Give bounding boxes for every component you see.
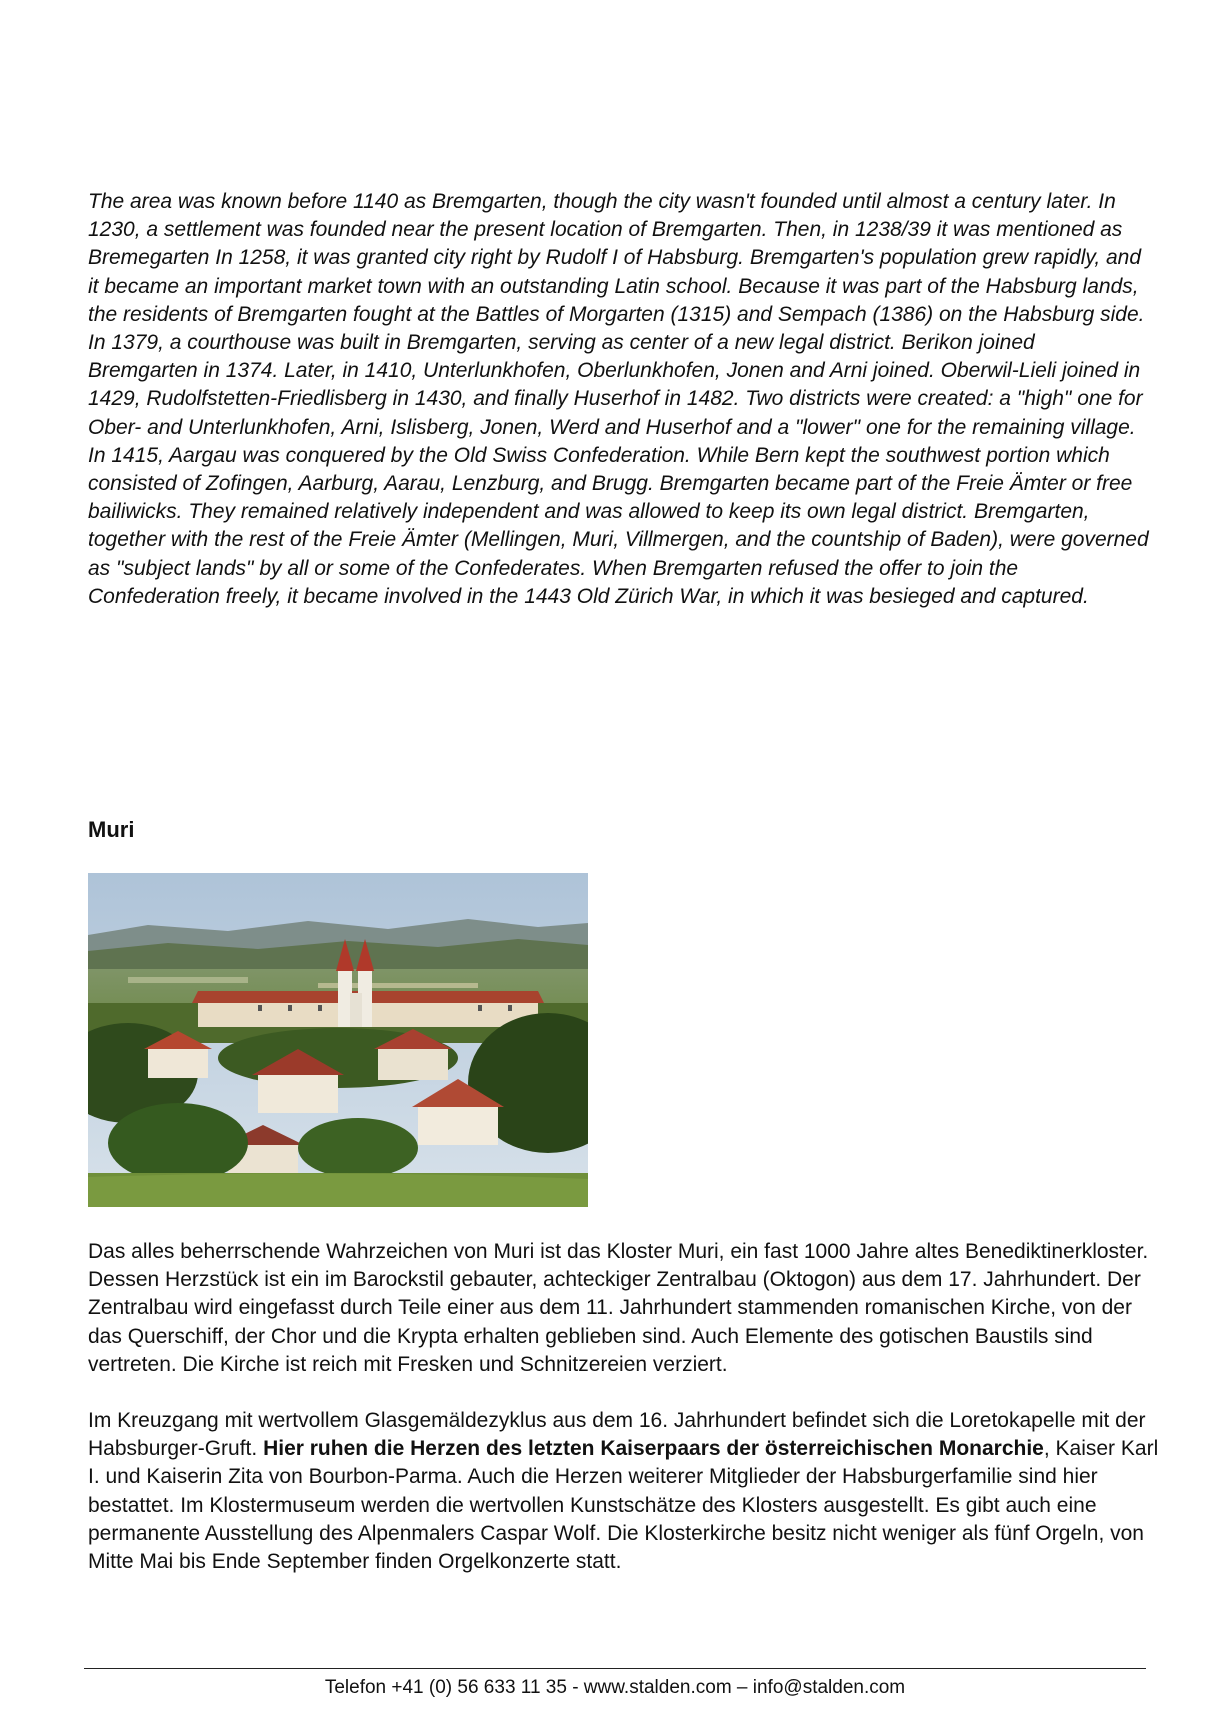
history-paragraph-1: The area was known before 1140 as Bremgarten, though the city wasn't founded until almost a century later. In 1230, a settlement was founded near the present location of Bremgarten. Then, in 1238/39 it was mentioned as Bremegarten In 1258, it was granted city right by Rudolf I of Habsburg. Bremgarten's population grew rapidly, and it became an important market town with an outstanding Latin school. Because it was part of the Habsburg lands, the residents of Bremgarten fought at the Battles of Morgarten (1315) and Sempach (1386) on the Habsburg side. bbox=[88, 190, 1145, 326]
footer-divider bbox=[84, 1668, 1146, 1669]
muri-photo bbox=[88, 873, 588, 1207]
muri-paragraph-2 bbox=[88, 1407, 1168, 1576]
muri-paragraph-1: Das alles beherrschende Wahrzeichen von Muri ist das Kloster Muri, ein fast 1000 Jahre altes Benediktinerkloster. Dessen Herzstück ist ein im Barockstil gebauter, achteckiger Zentralbau (Oktogon) aus dem 17. Jahrhundert. Der Zentralbau wird eingefasst durch Teile einer aus dem 11. Jahrhundert stammenden romanischen Kirche, von der das Querschiff, der Chor und die Krypta erhalten geblieben sind. Auch Elemente des gotischen Baustils sind vertreten. Die Kirche ist reich mit Fresken und Schnitzereien verziert. bbox=[88, 1240, 1149, 1376]
muri-paragraph-2-start: Im Kreuzgang mit wertvollem Glasgemäldezyklus aus dem 16. Jahrhundert befindet sich die Loretokapelle mit der Habsburger-Gruft. bbox=[88, 1409, 1146, 1461]
section-title-muri: Muri bbox=[88, 817, 135, 842]
muri-description bbox=[88, 1238, 1168, 1604]
footer-contact: Telefon +41 (0) 56 633 11 35 - www.stalden.com – info@stalden.com bbox=[324, 1677, 906, 1698]
muri-paragraph-2-end: , Kaiser Karl I. und Kaiserin Zita von Bourbon-Parma. Auch die Herzen weiterer Mitglieder der Habsburgerfamilie sind hier bestattet. Im Klostermuseum werden die wertvollen Kunstschätze des Klosters ausgestellt. Es gibt auch eine permanente Ausstellung des Alpenmalers Caspar Wolf. Die Klosterkirche besitz nicht weniger als fünf Orgeln, von Mitte Mai bis Ende September finden Orgelkonzerte statt. bbox=[88, 1437, 1159, 1574]
muri-paragraph-2-bold: Hier ruhen die Herzen des letzten Kaiserpaars der österreichischen Monarchie bbox=[263, 1437, 1044, 1461]
bremgarten-history bbox=[88, 188, 1150, 611]
history-paragraph-2: In 1379, a courthouse was built in Bremgarten, serving as center of a new legal district. Berikon joined Bremgarten in 1374. Later, in 1410, Unterlunkhofen, Oberlunkhofen, Jonen and Arni joined. Oberwil-Lieli joined in 1429, Rudolfstetten-Friedlisberg in 1430, and finally Huserhof in 1482. Two districts were created: a "high" one for Ober- and Unterlunkhofen, Arni, Islisberg, Jonen, Werd and Huserhof and a "lower" one for the remaining village. bbox=[88, 331, 1143, 439]
history-paragraph-3: In 1415, Aargau was conquered by the Old Swiss Confederation. While Bern kept the southwest portion which consisted of Zofingen, Aarburg, Aarau, Lenzburg, and Brugg. Bremgarten became part of the Freie Ämter or free bailiwicks. They remained relatively independent and was allowed to keep its own legal district. Bremgarten, together with the rest of the Freie Ämter (Mellingen, Muri, Villmergen, and the countship of Baden), were governed as "subject lands" by all or some of the Confederates. When Bremgarten refused the offer to join the Confederation freely, it became involved in the 1443 Old Zürich War, in which it was besieged and captured. bbox=[88, 443, 1149, 608]
